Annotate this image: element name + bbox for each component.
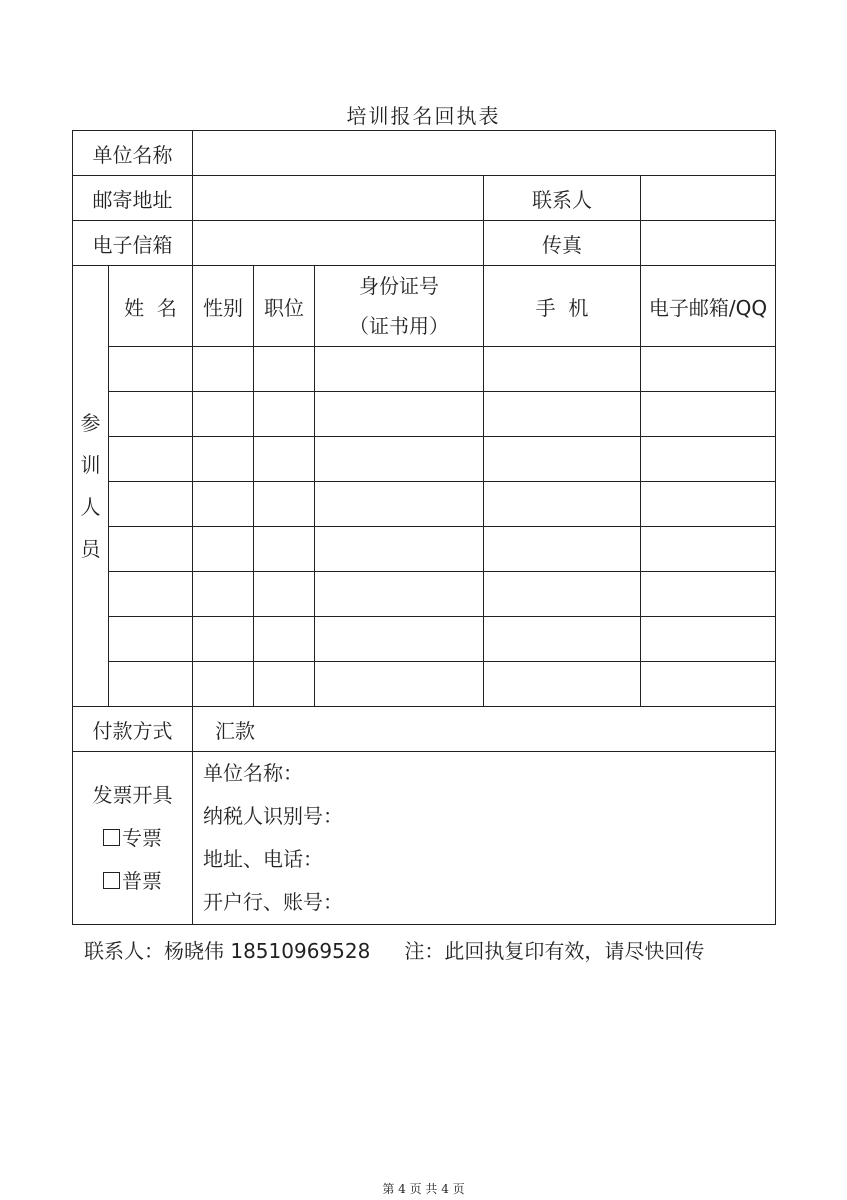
header-name: 姓 名	[109, 266, 193, 347]
cell[interactable]	[193, 572, 254, 617]
invoice-field-unit[interactable]: 单位名称：	[203, 761, 303, 785]
option-normal-label: 普票	[122, 868, 162, 893]
cell[interactable]	[641, 527, 776, 572]
header-position: 职位	[254, 266, 315, 347]
participant-row	[73, 482, 776, 527]
header-id-line1: 身份证号	[359, 274, 439, 298]
address-label: 邮寄地址	[73, 176, 193, 221]
option-special-label: 专票	[122, 825, 162, 850]
cell[interactable]	[193, 437, 254, 482]
side-char: 参	[80, 411, 101, 435]
cell[interactable]	[315, 347, 484, 392]
email-label: 电子信箱	[73, 221, 193, 266]
invoice-label: 发票开具	[92, 782, 173, 807]
participant-row	[73, 617, 776, 662]
cell[interactable]	[254, 482, 315, 527]
unit-name-label: 单位名称	[73, 131, 193, 176]
invoice-option-normal[interactable]	[73, 860, 192, 903]
cell[interactable]	[254, 347, 315, 392]
cell[interactable]	[109, 482, 193, 527]
participant-row	[73, 527, 776, 572]
address-row	[73, 176, 776, 221]
invoice-row	[73, 752, 776, 925]
cell[interactable]	[484, 482, 641, 527]
cell[interactable]	[484, 662, 641, 707]
cell[interactable]	[193, 527, 254, 572]
cell[interactable]	[109, 392, 193, 437]
header-email-qq: 电子邮箱/QQ	[641, 266, 776, 347]
side-char: 训	[80, 453, 101, 477]
footer-note	[84, 935, 704, 964]
header-id-number	[315, 266, 484, 347]
cell[interactable]	[109, 347, 193, 392]
cell[interactable]	[315, 392, 484, 437]
cell[interactable]	[254, 662, 315, 707]
cell[interactable]	[641, 662, 776, 707]
cell[interactable]	[193, 482, 254, 527]
cell[interactable]	[193, 617, 254, 662]
payment-row	[73, 707, 776, 752]
cell[interactable]	[254, 392, 315, 437]
fax-label: 传真	[484, 221, 641, 266]
participants-side-label	[73, 266, 109, 707]
cell[interactable]	[641, 347, 776, 392]
email-row	[73, 221, 776, 266]
cell[interactable]	[641, 572, 776, 617]
header-phone: 手 机	[484, 266, 641, 347]
participants-header-row	[73, 266, 776, 347]
form-title: 培训报名回执表	[346, 104, 501, 128]
participant-row	[73, 347, 776, 392]
cell[interactable]	[254, 617, 315, 662]
payment-label: 付款方式	[73, 707, 193, 752]
invoice-field-tax-id[interactable]: 纳税人识别号：	[203, 804, 343, 828]
unit-name-field[interactable]	[193, 131, 776, 176]
participant-row	[73, 392, 776, 437]
cell[interactable]	[109, 572, 193, 617]
cell[interactable]	[109, 617, 193, 662]
invoice-fields	[193, 752, 776, 925]
cell[interactable]	[484, 527, 641, 572]
invoice-option-special[interactable]	[73, 817, 192, 860]
cell[interactable]	[484, 617, 641, 662]
footer-contact: 联系人：杨晓伟 18510969528	[84, 939, 371, 963]
unit-name-row	[73, 131, 776, 176]
fax-field[interactable]	[641, 221, 776, 266]
cell[interactable]	[254, 437, 315, 482]
cell[interactable]	[315, 662, 484, 707]
cell[interactable]	[315, 437, 484, 482]
cell[interactable]	[641, 437, 776, 482]
participant-row	[73, 437, 776, 482]
cell[interactable]	[193, 392, 254, 437]
cell[interactable]	[315, 617, 484, 662]
cell[interactable]	[641, 392, 776, 437]
cell[interactable]	[193, 662, 254, 707]
cell[interactable]	[484, 437, 641, 482]
cell[interactable]	[254, 572, 315, 617]
address-field[interactable]	[193, 176, 484, 221]
cell[interactable]	[484, 347, 641, 392]
cell[interactable]	[484, 392, 641, 437]
contact-field[interactable]	[641, 176, 776, 221]
cell[interactable]	[315, 482, 484, 527]
cell[interactable]	[641, 617, 776, 662]
payment-value[interactable]: 汇款	[193, 707, 776, 752]
participant-row	[73, 572, 776, 617]
cell[interactable]	[109, 437, 193, 482]
cell[interactable]	[484, 572, 641, 617]
invoice-field-address-phone[interactable]: 地址、电话：	[203, 847, 323, 871]
checkbox-normal[interactable]	[103, 872, 120, 889]
footer-note-text: 注：此回执复印有效，请尽快回传	[404, 939, 705, 963]
email-field[interactable]	[193, 221, 484, 266]
contact-label: 联系人	[484, 176, 641, 221]
invoice-label-cell	[73, 752, 193, 925]
cell[interactable]	[109, 662, 193, 707]
cell[interactable]	[193, 347, 254, 392]
side-char: 员	[80, 537, 101, 561]
cell[interactable]	[254, 527, 315, 572]
page-number: 第 4 页 共 4 页	[382, 1182, 465, 1196]
cell[interactable]	[315, 527, 484, 572]
header-gender: 性别	[193, 266, 254, 347]
registration-form-table	[72, 130, 776, 925]
cell[interactable]	[315, 572, 484, 617]
cell[interactable]	[109, 527, 193, 572]
header-id-line2: （证书用）	[349, 314, 449, 338]
invoice-field-bank-account[interactable]: 开户行、账号：	[203, 890, 343, 914]
side-char: 人	[80, 495, 101, 519]
cell[interactable]	[641, 482, 776, 527]
participant-row	[73, 662, 776, 707]
checkbox-special[interactable]	[103, 829, 120, 846]
